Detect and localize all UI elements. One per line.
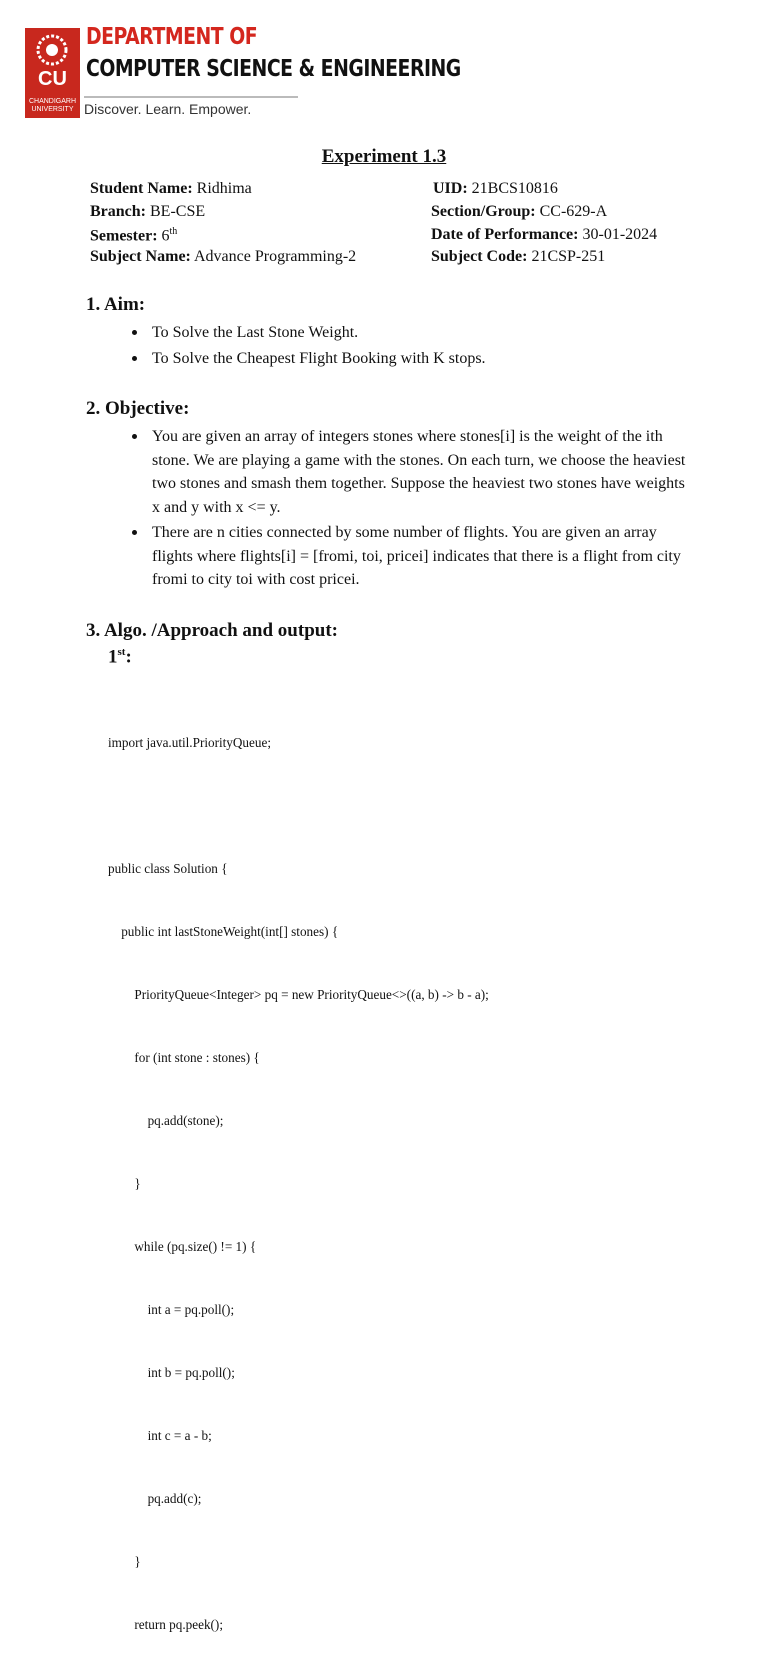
objective-heading: 2. Objective: (86, 398, 190, 419)
department-title-line2: COMPUTER SCIENCE & ENGINEERING (86, 56, 461, 82)
date-of-performance-row (431, 226, 657, 244)
code-line: pq.add(stone); (108, 1113, 224, 1128)
branch-row (90, 203, 205, 221)
subject-name-value: Advance Programming-2 (194, 248, 357, 265)
aim-heading: 1. Aim: (86, 294, 146, 315)
gear-emblem-icon (25, 30, 80, 70)
section-label: Section/Group: (431, 203, 536, 220)
section-value: CC-629-A (539, 203, 608, 220)
subject-code-row (431, 248, 605, 266)
objective-list (130, 425, 690, 594)
code-line: PriorityQueue<Integer> pq = new PriorityQueue<>((a, b) -> b - a); (108, 987, 489, 1002)
branch-value: BE-CSE (150, 203, 206, 220)
algo-sub-suffix: st (117, 646, 126, 658)
tagline: Discover. Learn. Empower. (84, 101, 252, 117)
department-title-line1: DEPARTMENT OF (86, 24, 258, 50)
logo-subtext: CHANDIGARH UNIVERSITY (28, 98, 77, 113)
student-name-label: Student Name: (90, 180, 193, 197)
aim-list (130, 321, 690, 372)
algo-sub-number: 1 (108, 646, 118, 668)
code-line: public class Solution { (108, 861, 228, 876)
code-line: int c = a - b; (108, 1428, 212, 1443)
code-line: } (108, 1554, 141, 1569)
list-item: To Solve the Last Stone Weight. (130, 321, 690, 345)
dop-value: 30-01-2024 (582, 226, 658, 243)
semester-suffix: th (169, 226, 178, 237)
algo-heading: 3. Algo. /Approach and output: (86, 620, 338, 641)
university-logo (25, 28, 80, 118)
code-block (108, 690, 489, 1656)
code-line: return pq.peek(); (108, 1617, 223, 1632)
semester-label: Semester: (90, 227, 158, 245)
dop-label: Date of Performance: (431, 226, 579, 243)
code-line: int a = pq.poll(); (108, 1302, 235, 1317)
uid-label: UID: (433, 180, 468, 197)
branch-label: Branch: (90, 203, 146, 220)
code-line: import java.util.PriorityQueue; (108, 735, 271, 750)
experiment-title: Experiment 1.3 (321, 146, 447, 167)
uid-row (433, 180, 558, 198)
algo-sub-colon: : (125, 646, 132, 668)
code-line: public int lastStoneWeight(int[] stones) { (108, 924, 339, 939)
subject-code-label: Subject Code: (431, 248, 528, 265)
semester-value: 6 (161, 227, 170, 245)
code-line (108, 795, 489, 816)
subject-name-label: Subject Name: (90, 248, 191, 265)
list-item: There are n cities connected by some number of flights. You are given an array flights where flights[i] = [fromi, toi, pricei] indicates that there is a flight from city fromi to city toi with cost pricei. (130, 521, 690, 592)
header-divider (84, 96, 298, 98)
semester-row (90, 226, 177, 245)
code-line: while (pq.size() != 1) { (108, 1239, 257, 1254)
student-name-row (90, 180, 252, 198)
code-line: int b = pq.poll(); (108, 1365, 235, 1380)
subject-name-row (90, 248, 356, 266)
code-line: for (int stone : stones) { (108, 1050, 260, 1065)
uid-value: 21BCS10816 (471, 180, 558, 197)
student-name-value: Ridhima (196, 180, 252, 197)
logo-text: CU (38, 68, 67, 90)
code-line: pq.add(c); (108, 1491, 202, 1506)
code-line: } (108, 1176, 141, 1191)
algo-subheading (108, 646, 132, 668)
list-item: You are given an array of integers stones where stones[i] is the weight of the ith stone. We are playing a game with the stones. On each turn, we choose the heaviest two stones and smash them together. Suppose the heaviest two stones have weights x and y with x <= y. (130, 425, 690, 519)
subject-code-value: 21CSP-251 (531, 248, 606, 265)
section-row (431, 203, 607, 221)
list-item: To Solve the Cheapest Flight Booking with K stops. (130, 347, 690, 371)
